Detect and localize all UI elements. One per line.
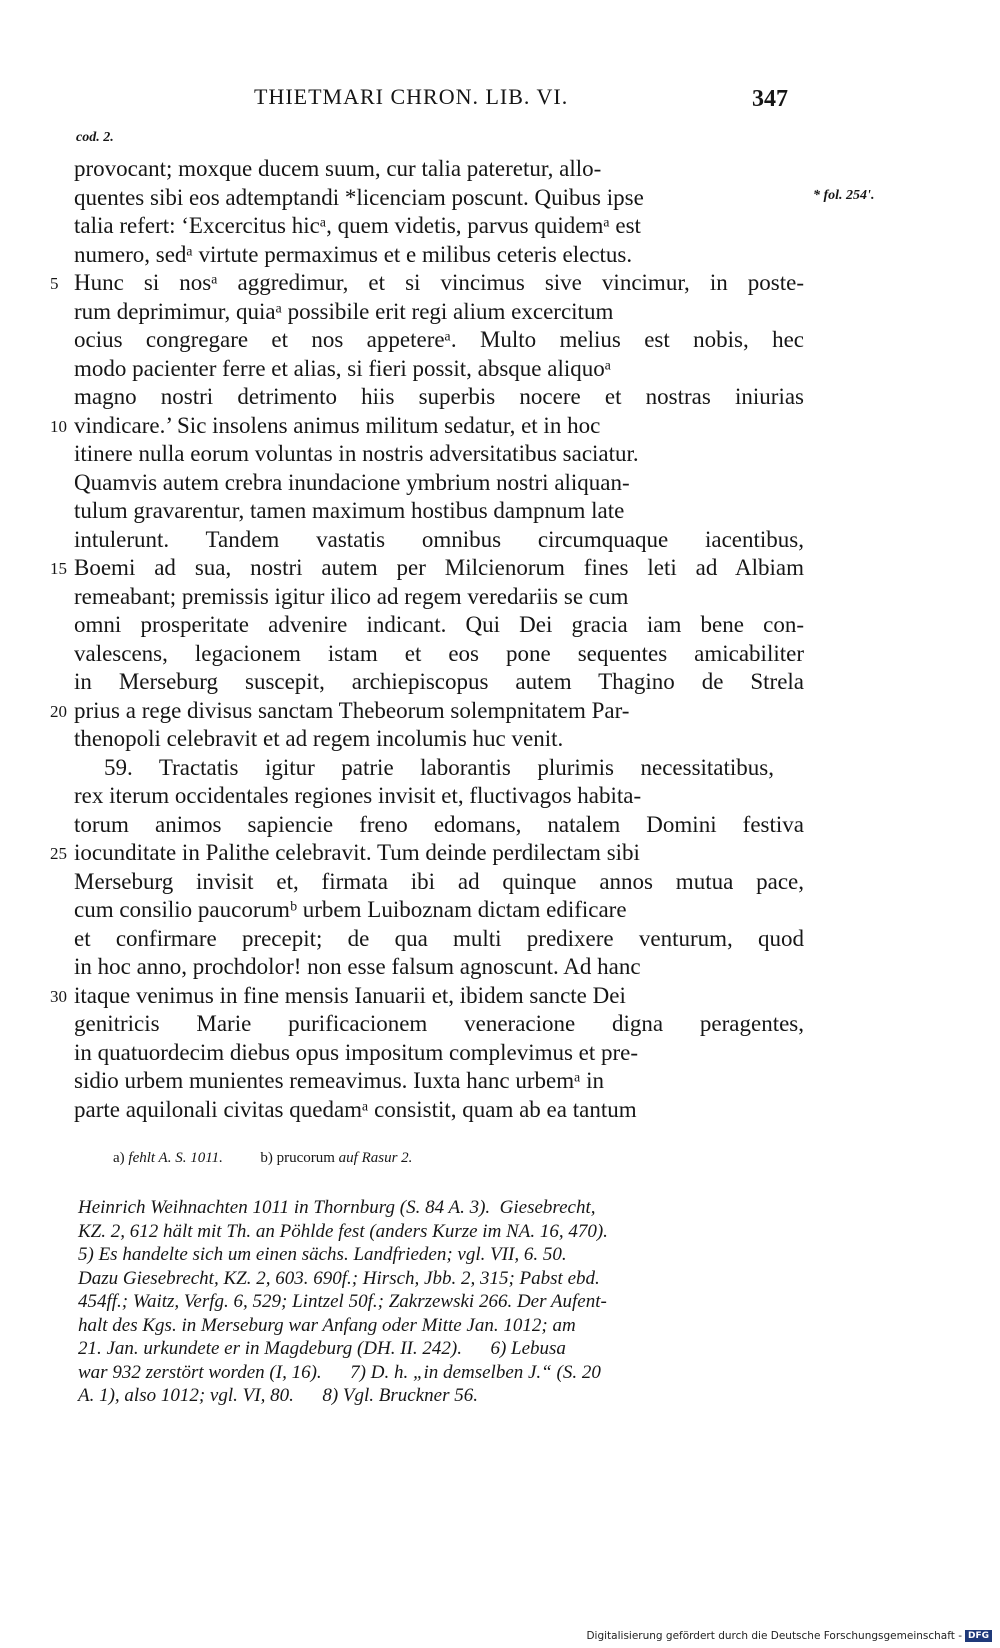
line-text: Hunc si nosᵃ aggredimur, et si vincimus sive vincimur, in poste- [74,270,804,295]
text-line [74,896,804,925]
text-line [74,1039,804,1068]
line-text: talia refert: ‘Excercitus hicᵃ, quem videtis, parvus quidemᵃ est [74,213,641,238]
line-number: 15 [50,559,67,578]
text-line [74,868,804,897]
running-header [0,84,1000,116]
line-text: tulum gravarentur, tamen maximum hostibus dampnum late [74,498,625,523]
line-text: in hoc anno, prochdolor! non esse falsum agnoscunt. Ad hanc [74,954,641,979]
line-text: parte aquilonali civitas quedamᵃ consistit, quam ab ea tantum [74,1096,637,1122]
note-line: 5) Es handelte sich um einen sächs. Landfrieden; vgl. VII, 6. 50. [78,1244,567,1265]
codex-label: cod. 2. [76,130,114,145]
line-text: modo pacienter ferre et alias, si fieri possit, absque aliquoᵃ [74,355,612,381]
line-text: in quatuordecim diebus opus impositum complevimus et pre- [74,1039,639,1065]
line-text: et confirmare precepit; de qua multi predixere venturum, quod [74,925,804,951]
text-line [74,1067,804,1096]
line-text: omni prosperitate advenire indicant. Qui Dei gracia iam bene con- [74,612,804,637]
line-text: Quamvis autem crebra inundacione ymbrium nostri aliquan- [74,469,630,495]
footer-credit-text: Digitalisierung gefördert durch die Deutsche Forschungsgemeinschaft - [586,1630,962,1642]
apparatus-a-note: fehlt A. S. 1011. [128,1150,223,1166]
line-text: 59. Tractatis igitur patrie laborantis plurimis necessitatibus, [104,754,774,780]
line-number: 30 [50,986,67,1006]
page-number: 347 [752,86,788,112]
line-text: valescens, legacionem istam et eos pone sequentes amicabiliter [74,640,804,666]
note-line: halt des Kgs. in Merseburg war Anfang oder Mitte Jan. 1012; am [78,1314,576,1336]
text-line [74,212,804,241]
line-text: rum deprimimur, quiaᵃ possibile erit regi alium excercitum [74,298,614,324]
text-line [74,241,804,270]
note-line: war 932 zerstört worden (I, 16). 7) D. h. „in demselben J.“ (S. 20 [78,1361,601,1383]
historical-notes [78,1196,808,1408]
text-line [74,811,804,840]
line-text: vindicare.’ Sic insolens animus militum sedatur, et in hoc [74,412,601,438]
note-line: 454ff.; Waitz, Verfg. 6, 529; Lintzel 50f.; Zakrzewski 266. Der Aufent- [78,1291,607,1312]
critical-apparatus [113,1150,412,1167]
note-line: A. 1), also 1012; vgl. VI, 80. 8) Vgl. Bruckner 56. [78,1385,478,1406]
note-line: Heinrich Weihnachten 1011 in Thornburg (S. 84 A. 3). Giesebrecht, [78,1197,596,1218]
line-text: Merseburg invisit et, firmata ibi ad quinque annos mutua pace, [74,868,804,894]
line-text: in Merseburg suscepit, archiepiscopus autem Thagino de Strela [74,669,804,694]
line-text: remeabant; premissis igitur ilico ad regem veredariis se cum [74,583,629,609]
line-text: cum consilio paucorumᵇ urbem Luiboznam dictam edificare [74,897,627,922]
main-text [50,155,804,1124]
line-text: genitricis Marie purificacionem veneracione digna peragentes, [74,1011,804,1036]
apparatus-b-note: auf Rasur 2. [338,1150,413,1166]
text-line [74,155,804,184]
text-line [74,440,804,469]
text-line [74,925,804,954]
text-line [74,583,804,612]
text-line [74,1010,804,1039]
running-title: THIETMARI CHRON. LIB. VI. [254,84,569,109]
line-text: prius a rege divisus sanctam Thebeorum solempnitatem Par- [74,697,630,723]
line-text: thenopoli celebravit et ad regem incolumis huc venit. [74,726,564,751]
note-line: KZ. 2, 612 hält mit Th. an Pöhlde fest (anders Kurze im NA. 16, 470). [78,1220,608,1242]
line-number: 10 [50,416,67,436]
text-line [74,326,804,355]
text-line [74,383,804,412]
line-text: magno nostri detrimento hiis superbis nocere et nostras iniurias [74,384,804,409]
line-text: quentes sibi eos adtemptandi *licenciam poscunt. Quibus ipse [74,184,644,210]
line-text: itinere nulla eorum voluntas in nostris adversitatibus saciatur. [74,441,639,466]
text-line [74,640,804,669]
line-text: provocant; moxque ducem suum, cur talia pateretur, allo- [74,156,602,181]
folio-marginal-note: * fol. 254'. [813,188,875,203]
line-text: Boemi ad sua, nostri autem per Milcienorum fines leti ad Albiam [74,555,804,580]
text-line [50,269,804,298]
text-line [50,839,804,868]
text-line [74,953,804,982]
note-line: Dazu Giesebrecht, KZ. 2, 603. 690f.; Hirsch, Jbb. 2, 315; Pabst ebd. [78,1267,600,1289]
line-text: sidio urbem munientes remeavimus. Iuxta hanc urbemᵃ in [74,1068,605,1093]
text-line [74,1096,804,1125]
line-text: numero, sedᵃ virtute permaximus et e milibus ceteris electus. [74,241,633,267]
line-text: intulerunt. Tandem vastatis omnibus circumquaque iacentibus, [74,526,804,552]
line-number: 25 [50,844,67,863]
apparatus-a-label: a) [113,1150,129,1166]
line-text: torum animos sapiencie freno edomans, natalem Domini festiva [74,811,804,837]
text-line [74,782,804,811]
text-line [74,497,804,526]
text-line [74,184,804,213]
line-number: 20 [50,701,67,721]
line-text: ocius congregare et nos appetereᵃ. Multo melius est nobis, hec [74,327,804,352]
text-line [74,754,804,783]
text-line [74,725,804,754]
line-text: itaque venimus in fine mensis Ianuarii et, ibidem sancte Dei [74,982,626,1008]
text-line [74,469,804,498]
apparatus-b-label: b) prucorum [260,1150,339,1166]
note-line: 21. Jan. urkundete er in Magdeburg (DH. II. 242). 6) Lebusa [78,1338,566,1359]
text-line [74,611,804,640]
text-line [74,355,804,384]
text-line [50,982,804,1011]
line-text: rex iterum occidentales regiones invisit et, fluctivagos habita- [74,783,642,808]
text-line [74,526,804,555]
text-line [74,668,804,697]
line-number: 5 [50,274,59,293]
text-line [50,697,804,726]
text-line [50,554,804,583]
text-line [74,298,804,327]
footer-credit [586,1628,992,1644]
text-line [50,412,804,441]
dfg-logo: DFG [965,1630,992,1642]
line-text: iocunditate in Palithe celebravit. Tum deinde perdilectam sibi [74,840,640,865]
